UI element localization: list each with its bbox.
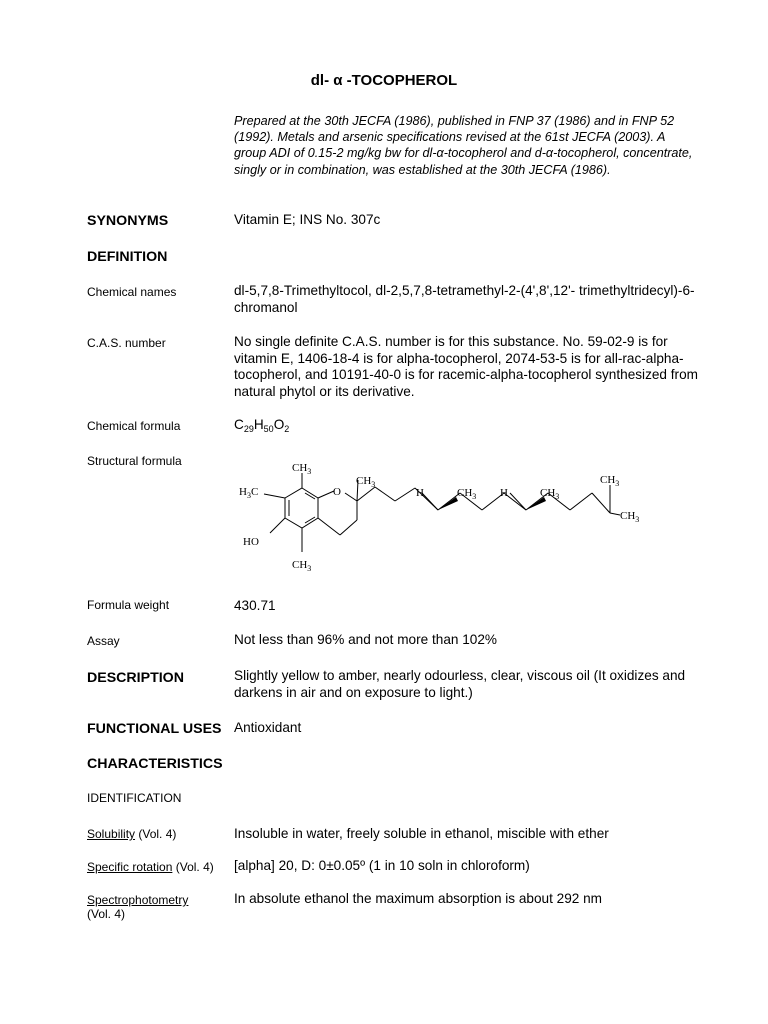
atom-h-stereo-4: H <box>416 487 424 499</box>
specific-rotation-link[interactable]: Specific rotation <box>87 860 173 874</box>
atom-ring-oxygen: O <box>333 486 341 498</box>
atom-ch3-4: $CH_3$ <box>457 487 477 501</box>
chemical-formula-label: Chemical formula <box>87 419 181 433</box>
specific-rotation-label: Specific rotation (Vol. 4) <box>87 860 214 874</box>
description-value: Slightly yellow to amber, nearly odourless, clear, viscous oil (It oxidizes and darkens in air and on exposure to light.) <box>234 668 686 700</box>
functional-uses-heading: FUNCTIONAL USES <box>87 721 222 737</box>
atom-ch3-12-end: $CH_3$ <box>620 510 640 524</box>
chemical-names-value: dl-5,7,8-Trimethyltocol, dl-2,5,7,8-tetramethyl-2-(4',8',12'- trimethyltridecyl)-6-chromanol <box>234 283 695 315</box>
structural-formula-label: Structural formula <box>87 454 182 468</box>
solubility-link[interactable]: Solubility <box>87 827 136 841</box>
assay-value: Not less than 96% and not more than 102% <box>234 632 497 647</box>
spectrophotometry-link[interactable]: Spectrophotometry <box>87 893 189 907</box>
chemical-names-label: Chemical names <box>87 285 177 299</box>
atom-ch3-bottom: $CH_3$ <box>292 559 312 573</box>
formula-weight-label: Formula weight <box>87 598 170 612</box>
spectrophotometry-label: Spectrophotometry (Vol. 4) <box>87 893 189 921</box>
specific-rotation-value: [alpha] 20, D: 0±0.05º (1 in 10 soln in chloroform) <box>234 858 530 873</box>
atom-ch3-c2: $CH_3$ <box>356 475 376 489</box>
atom-ch3-12-top: $CH_3$ <box>600 474 620 488</box>
document-title: dl- α -TOCOPHEROL <box>310 72 458 89</box>
atom-ch3-8: $CH_3$ <box>540 487 560 501</box>
description-heading: DESCRIPTION <box>87 670 184 686</box>
identification-heading: IDENTIFICATION <box>87 791 182 805</box>
synonyms-value: Vitamin E; INS No. 307c <box>234 212 381 227</box>
cas-number-value: No single definite C.A.S. number is for this substance. No. 59-02-9 is for vitamin E, 1406-18-4 is for alpha-tocopherol, 2074-53-5 is for all-rac-alpha-tocopherol, and 10191-40-0 is for racemic-alpha-tocopherol synthesized from natural phytol or its derivative. <box>234 334 698 399</box>
definition-heading: DEFINITION <box>87 249 168 265</box>
functional-uses-value: Antioxidant <box>234 720 302 735</box>
atom-ho: HO <box>243 536 259 548</box>
preamble-note: Prepared at the 30th JECFA (1986), published in FNP 37 (1986) and in FNP 52 (1992). Metals and arsenic specifications revised at the 61st JECFA (2003). A group ADI of 0.15-2 mg/kg bw for dl-α-tocopherol and d-α-tocopherol, concentrate, singly or in combination, was established at the 30th JECFA (1986). <box>234 114 693 177</box>
cas-number-label: C.A.S. number <box>87 336 166 350</box>
solubility-value: Insoluble in water, freely soluble in ethanol, miscible with ether <box>234 826 609 841</box>
spectrophotometry-value: In absolute ethanol the maximum absorption is about 292 nm <box>234 891 603 906</box>
chemical-formula-value: $C_{29}H_{50}O_2$ <box>234 417 290 434</box>
atom-ch3-top: $CH_3$ <box>292 462 312 476</box>
solubility-label: Solubility (Vol. 4) <box>87 827 177 841</box>
atom-h-stereo-8: H <box>500 487 508 499</box>
characteristics-heading: CHARACTERISTICS <box>87 756 223 772</box>
atom-h3c-left: $H_3C$ <box>239 486 259 500</box>
synonyms-heading: SYNONYMS <box>87 213 169 229</box>
formula-weight-value: 430.71 <box>234 598 276 613</box>
assay-label: Assay <box>87 634 120 648</box>
structural-formula-diagram <box>230 455 650 580</box>
